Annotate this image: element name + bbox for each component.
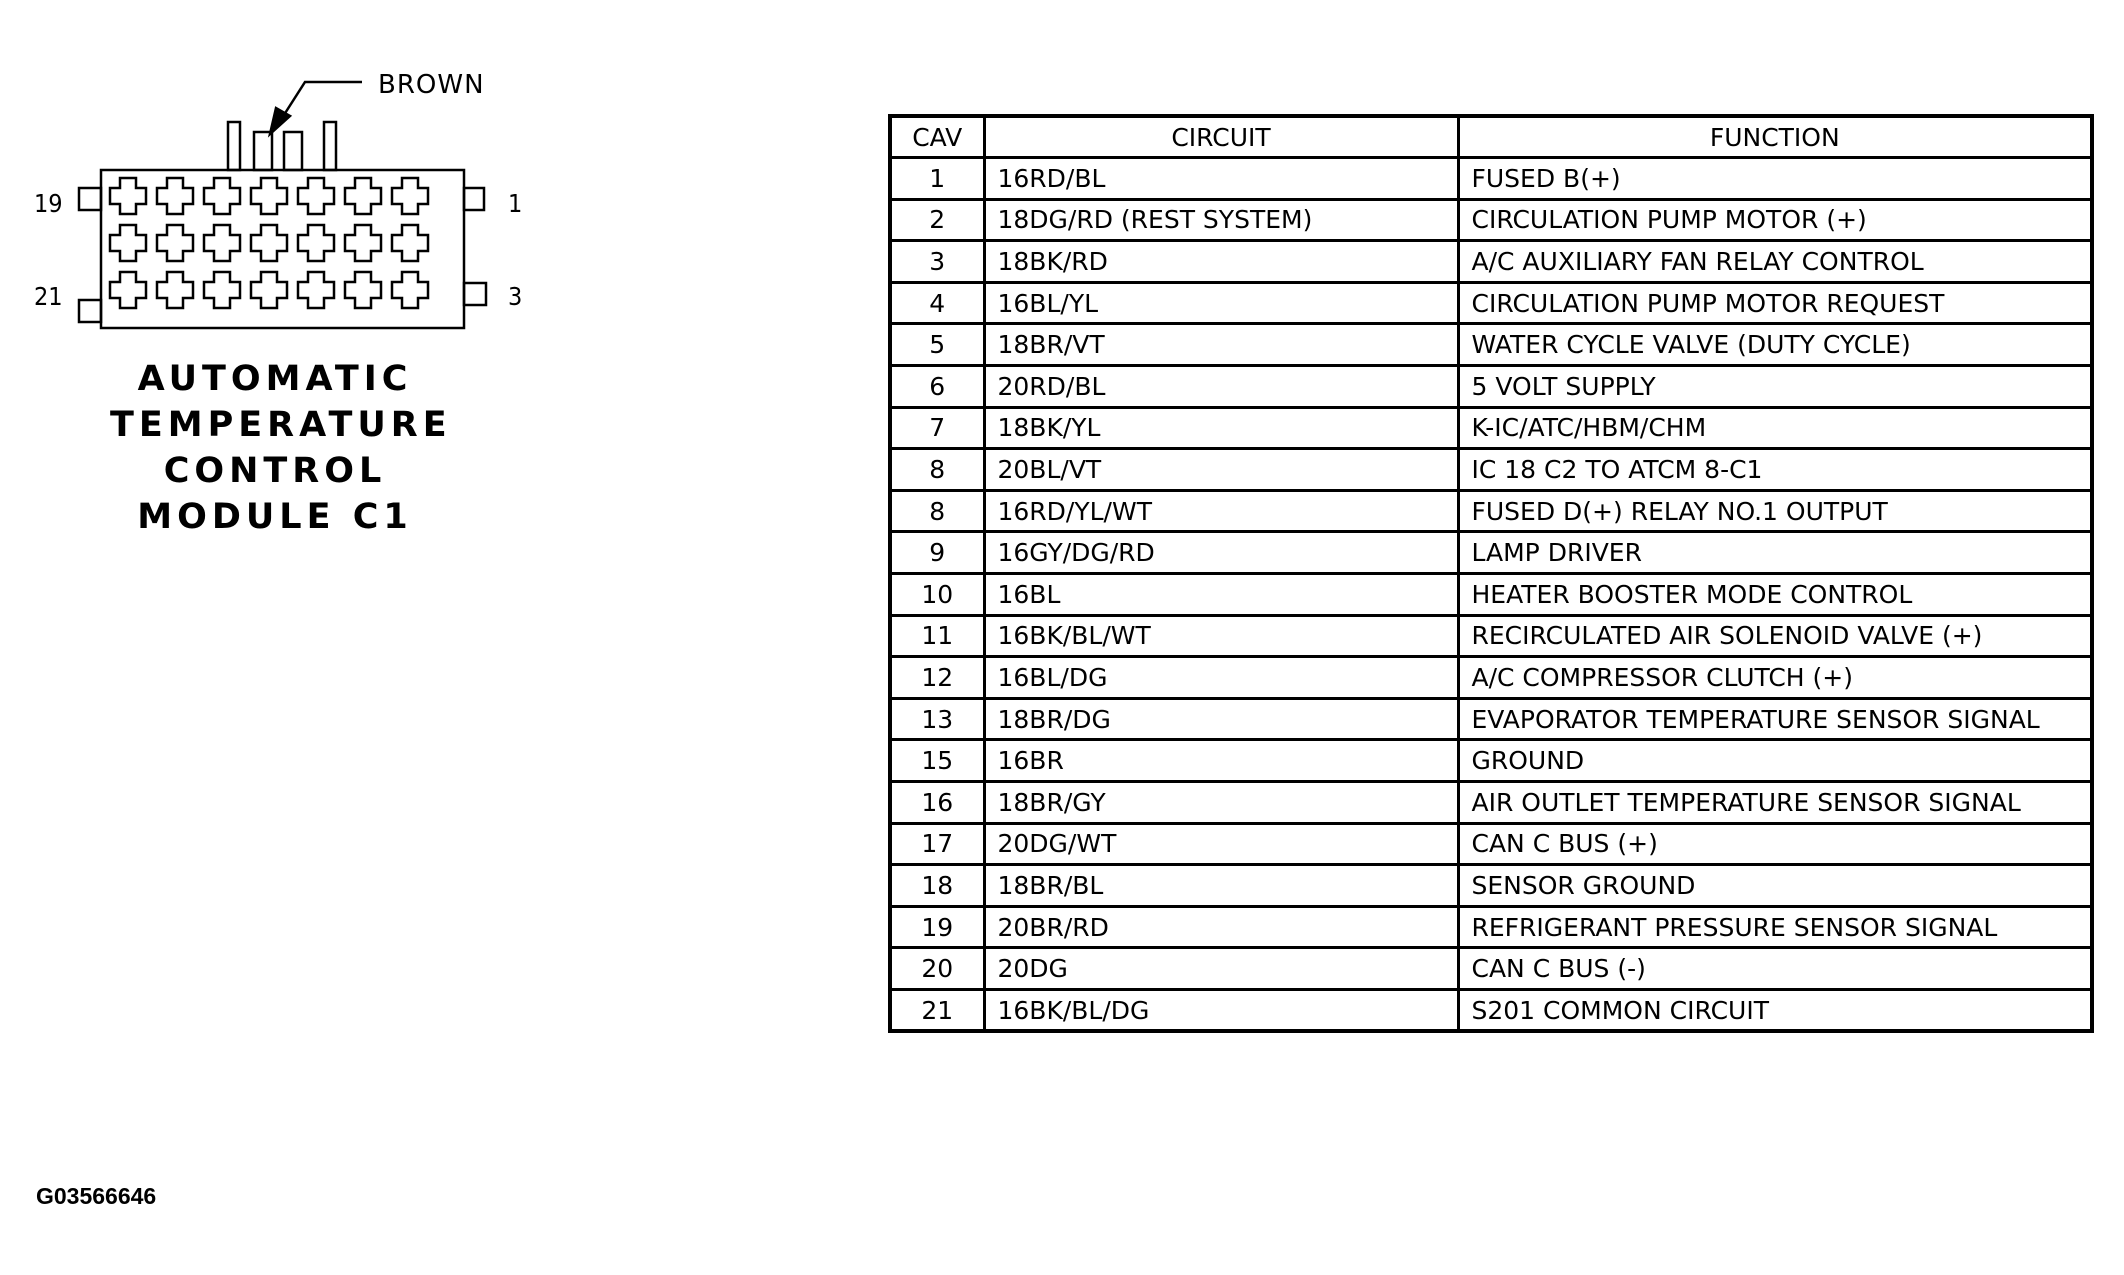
pinout-table bbox=[888, 114, 2094, 1033]
terminal-cavity bbox=[392, 178, 428, 214]
cav-cell: 8 bbox=[890, 449, 984, 491]
connector-ear-left bbox=[79, 188, 101, 210]
circuit-cell: 18BR/GY bbox=[984, 782, 1458, 824]
circuit-cell: 18DG/RD (REST SYSTEM) bbox=[984, 199, 1458, 241]
terminal-cavity bbox=[157, 178, 193, 214]
table-header-row bbox=[890, 116, 2092, 158]
terminal-cavity bbox=[345, 225, 381, 261]
cav-cell: 5 bbox=[890, 324, 984, 366]
function-cell: AIR OUTLET TEMPERATURE SENSOR SIGNAL bbox=[1458, 782, 2092, 824]
table-row bbox=[890, 782, 2092, 824]
terminal-cavity bbox=[110, 178, 146, 214]
connector-title bbox=[110, 356, 452, 540]
pin-label-21: 21 bbox=[34, 282, 63, 311]
function-cell: SENSOR GROUND bbox=[1458, 865, 2092, 907]
cav-cell: 10 bbox=[890, 574, 984, 616]
circuit-cell: 16RD/YL/WT bbox=[984, 490, 1458, 532]
leader-line bbox=[282, 82, 362, 118]
cav-cell: 7 bbox=[890, 407, 984, 449]
circuit-cell: 16BL/DG bbox=[984, 657, 1458, 699]
function-cell: HEATER BOOSTER MODE CONTROL bbox=[1458, 574, 2092, 616]
circuit-cell: 20BR/RD bbox=[984, 906, 1458, 948]
title-line: CONTROL bbox=[163, 451, 387, 491]
table-row bbox=[890, 199, 2092, 241]
title-line: MODULE C1 bbox=[137, 497, 413, 537]
cav-cell: 12 bbox=[890, 657, 984, 699]
cav-cell: 4 bbox=[890, 282, 984, 324]
pin-label-19: 19 bbox=[34, 189, 63, 218]
header-function: FUNCTION bbox=[1458, 116, 2092, 158]
terminal-cavity bbox=[204, 225, 240, 261]
lock-tab bbox=[324, 122, 336, 170]
table-row bbox=[890, 948, 2092, 990]
terminal-cavity bbox=[392, 272, 428, 308]
terminal-cavity bbox=[110, 272, 146, 308]
cav-cell: 1 bbox=[890, 158, 984, 200]
terminal-cavity bbox=[157, 272, 193, 308]
cav-cell: 13 bbox=[890, 698, 984, 740]
terminal-cavity bbox=[345, 272, 381, 308]
function-cell: FUSED B(+) bbox=[1458, 158, 2092, 200]
circuit-cell: 20DG/WT bbox=[984, 823, 1458, 865]
terminal-cavity bbox=[157, 225, 193, 261]
function-cell: RECIRCULATED AIR SOLENOID VALVE (+) bbox=[1458, 615, 2092, 657]
circuit-cell: 18BK/YL bbox=[984, 407, 1458, 449]
table-row bbox=[890, 407, 2092, 449]
terminal-cavity bbox=[251, 225, 287, 261]
connector-color-label: BROWN bbox=[378, 70, 485, 100]
circuit-cell: 16BR bbox=[984, 740, 1458, 782]
function-cell: CAN C BUS (-) bbox=[1458, 948, 2092, 990]
pin-label-1: 1 bbox=[508, 189, 523, 218]
cav-cell: 20 bbox=[890, 948, 984, 990]
terminal-cavity bbox=[298, 225, 334, 261]
table-row bbox=[890, 740, 2092, 782]
cav-cell: 17 bbox=[890, 823, 984, 865]
table-row bbox=[890, 241, 2092, 283]
cav-cell: 9 bbox=[890, 532, 984, 574]
circuit-cell: 16GY/DG/RD bbox=[984, 532, 1458, 574]
terminal-cavity bbox=[204, 178, 240, 214]
table-row bbox=[890, 366, 2092, 408]
circuit-cell: 18BR/VT bbox=[984, 324, 1458, 366]
connector-ear-right bbox=[464, 283, 486, 305]
cav-cell: 16 bbox=[890, 782, 984, 824]
circuit-cell: 20DG bbox=[984, 948, 1458, 990]
function-cell: 5 VOLT SUPPLY bbox=[1458, 366, 2092, 408]
function-cell: EVAPORATOR TEMPERATURE SENSOR SIGNAL bbox=[1458, 698, 2092, 740]
terminal-cavity bbox=[345, 178, 381, 214]
cav-cell: 3 bbox=[890, 241, 984, 283]
circuit-cell: 16RD/BL bbox=[984, 158, 1458, 200]
terminal-cavity bbox=[110, 225, 146, 261]
header-circuit: CIRCUIT bbox=[984, 116, 1458, 158]
table-row bbox=[890, 449, 2092, 491]
function-cell: CIRCULATION PUMP MOTOR (+) bbox=[1458, 199, 2092, 241]
title-line: AUTOMATIC bbox=[137, 359, 413, 399]
cav-cell: 6 bbox=[890, 366, 984, 408]
function-cell: IC 18 C2 TO ATCM 8-C1 bbox=[1458, 449, 2092, 491]
cav-cell: 18 bbox=[890, 865, 984, 907]
terminal-cavity bbox=[392, 225, 428, 261]
lock-tab bbox=[284, 132, 302, 170]
function-cell: GROUND bbox=[1458, 740, 2092, 782]
function-cell: WATER CYCLE VALVE (DUTY CYCLE) bbox=[1458, 324, 2092, 366]
lock-tab bbox=[228, 122, 240, 170]
terminal-cavity bbox=[298, 272, 334, 308]
connector-ear-left bbox=[79, 300, 101, 322]
cav-cell: 11 bbox=[890, 615, 984, 657]
table-row bbox=[890, 282, 2092, 324]
terminal-cavity bbox=[204, 272, 240, 308]
circuit-cell: 18BR/BL bbox=[984, 865, 1458, 907]
table-row bbox=[890, 989, 2092, 1031]
terminal-cavity bbox=[251, 272, 287, 308]
table-row bbox=[890, 574, 2092, 616]
table-row bbox=[890, 865, 2092, 907]
table-row bbox=[890, 490, 2092, 532]
figure-id: G03566646 bbox=[36, 1183, 157, 1209]
table-row bbox=[890, 615, 2092, 657]
function-cell: REFRIGERANT PRESSURE SENSOR SIGNAL bbox=[1458, 906, 2092, 948]
function-cell: S201 COMMON CIRCUIT bbox=[1458, 989, 2092, 1031]
table-row bbox=[890, 906, 2092, 948]
function-cell: FUSED D(+) RELAY NO.1 OUTPUT bbox=[1458, 490, 2092, 532]
connector-diagram bbox=[0, 0, 620, 360]
lock-tab bbox=[254, 132, 272, 170]
cav-cell: 19 bbox=[890, 906, 984, 948]
function-cell: K-IC/ATC/HBM/CHM bbox=[1458, 407, 2092, 449]
header-cav: CAV bbox=[890, 116, 984, 158]
table-row bbox=[890, 532, 2092, 574]
pin-label-3: 3 bbox=[508, 282, 523, 311]
function-cell: A/C AUXILIARY FAN RELAY CONTROL bbox=[1458, 241, 2092, 283]
connector-body bbox=[101, 170, 464, 328]
circuit-cell: 18BR/DG bbox=[984, 698, 1458, 740]
circuit-cell: 16BL bbox=[984, 574, 1458, 616]
circuit-cell: 20RD/BL bbox=[984, 366, 1458, 408]
table-row bbox=[890, 158, 2092, 200]
circuit-cell: 18BK/RD bbox=[984, 241, 1458, 283]
cav-cell: 15 bbox=[890, 740, 984, 782]
terminal-cavity bbox=[251, 178, 287, 214]
cav-cell: 21 bbox=[890, 989, 984, 1031]
table-row bbox=[890, 698, 2092, 740]
table-row bbox=[890, 823, 2092, 865]
table-row bbox=[890, 657, 2092, 699]
table-row bbox=[890, 324, 2092, 366]
function-cell: CAN C BUS (+) bbox=[1458, 823, 2092, 865]
cav-cell: 2 bbox=[890, 199, 984, 241]
circuit-cell: 20BL/VT bbox=[984, 449, 1458, 491]
circuit-cell: 16BK/BL/DG bbox=[984, 989, 1458, 1031]
function-cell: A/C COMPRESSOR CLUTCH (+) bbox=[1458, 657, 2092, 699]
function-cell: CIRCULATION PUMP MOTOR REQUEST bbox=[1458, 282, 2092, 324]
connector-ear-right bbox=[464, 188, 484, 210]
cav-cell: 8 bbox=[890, 490, 984, 532]
terminal-cavity bbox=[298, 178, 334, 214]
circuit-cell: 16BK/BL/WT bbox=[984, 615, 1458, 657]
circuit-cell: 16BL/YL bbox=[984, 282, 1458, 324]
function-cell: LAMP DRIVER bbox=[1458, 532, 2092, 574]
title-line: TEMPERATURE bbox=[110, 405, 452, 445]
